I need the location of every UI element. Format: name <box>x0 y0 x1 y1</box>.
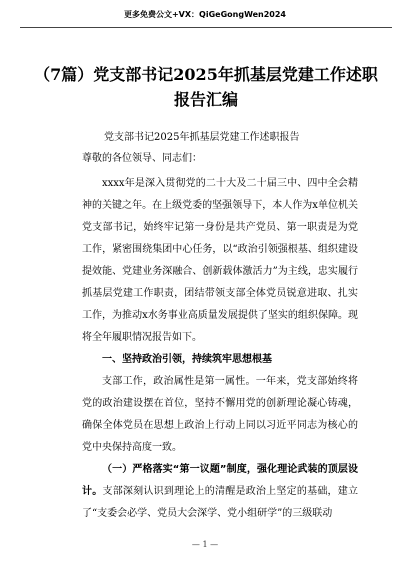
document-title: （7篇）党支部书记2025年抓基层党建工作述职报告汇编 <box>34 65 378 109</box>
subsection-1-paragraph <box>82 459 358 525</box>
greeting: 尊敬的各位领导、同志们： <box>82 153 202 164</box>
intro-paragraph: xxxx年是深入贯彻党的二十大及二十届三中、四中全会精神的关键之年。在上级党委的坚强领导下，本人作为x单位机关党支部书记，始终牢记第一身份是共产党员、第一职责是为党工作，紧密围绕集团中心任务，以“政治引领强根基、组织建设提效能、党建业务深融合、创新载体激活力”为主线，忠实履行抓基层党建工作职责，团结带领支部全体党员锐意进取、扎实工作，为推动x水务事业高质量发展提供了坚实的组织保障。现将全年履职情况报告如下。 <box>82 178 358 343</box>
header-note: 更多免费公文+VX：QiGeGongWen2024 <box>123 10 286 19</box>
subsection-1-text: 支部深刻认识到理论上的清醒是政治上坚定的基础，建立了“支委会必学、党员大会深学、党小组研学”的三级联动 <box>82 486 359 519</box>
page-number: — 1 — <box>191 540 219 549</box>
header-divider <box>20 27 392 28</box>
subsection-heading-1: （一）严格落实“第一议题”制度，强化理论武装的顶层设计。 <box>82 464 358 497</box>
section-heading-1: 一、坚持政治引领，持续筑牢思想根基 <box>102 354 272 365</box>
section-1-paragraph: 支部工作，政治属性是第一属性。一年来，党支部始终将党的政治建设摆在首位，坚持不懈用党的创新理论凝心铸魂，确保全体党员在思想上政治上行动上同以习近平同志为核心的党中央保持高度一致。 <box>82 376 358 453</box>
document-body <box>82 173 358 525</box>
report-subtitle: 党支部书记2025年抓基层党建工作述职报告 <box>104 132 300 143</box>
